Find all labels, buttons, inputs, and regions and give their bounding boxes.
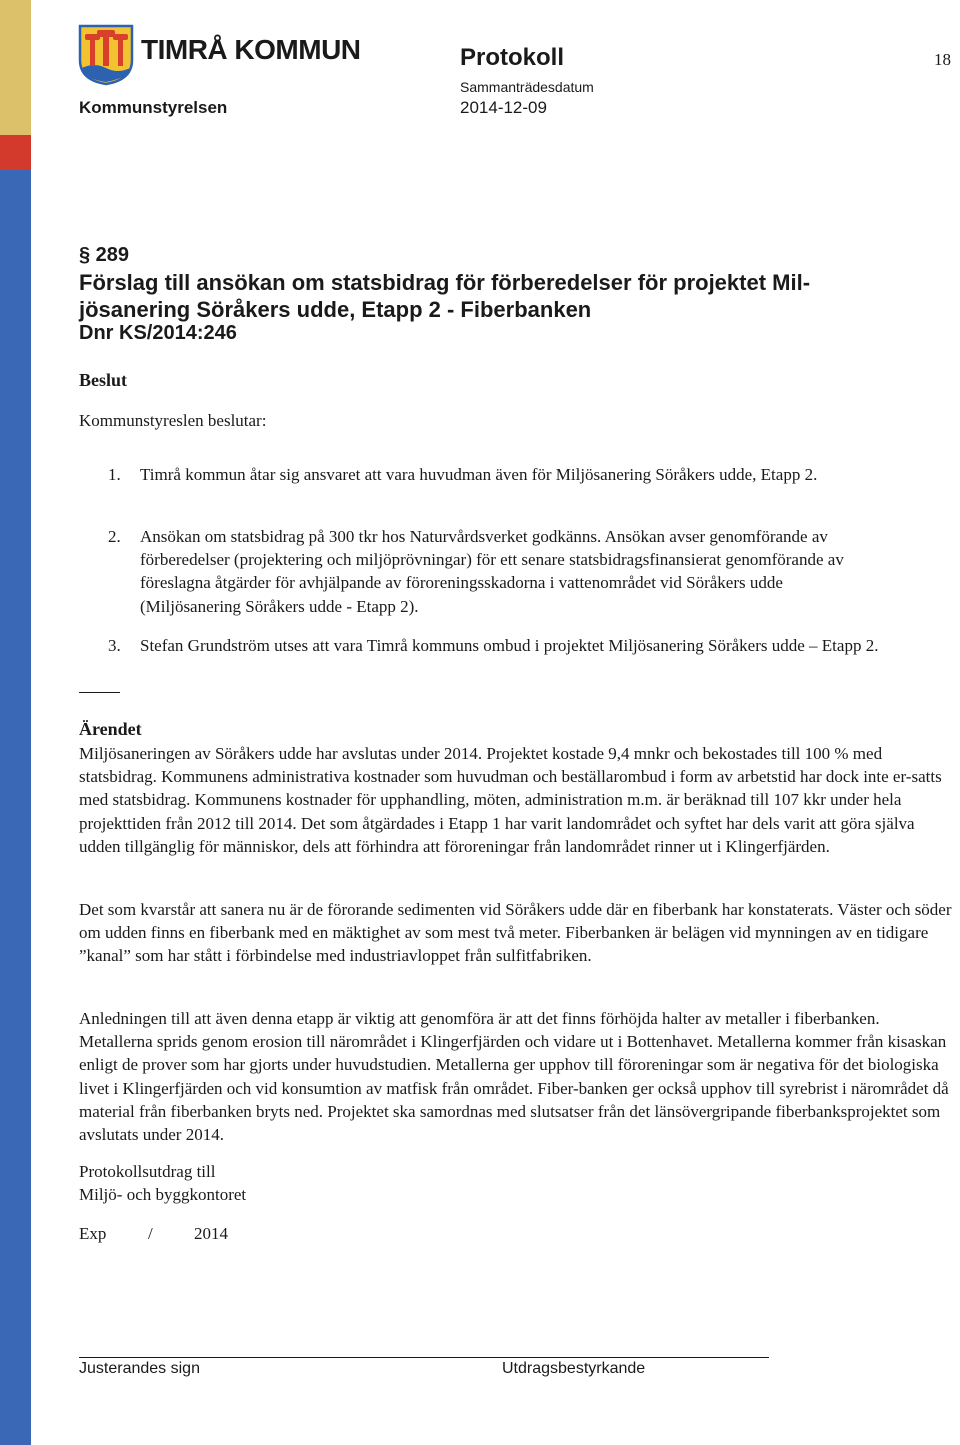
coat-of-arms-icon [78, 24, 134, 86]
decision-text: Timrå kommun åtar sig ansvaret att vara huvudman även för Miljösanering Söråkers udde, Etapp 2. [140, 465, 818, 484]
section-separator [79, 692, 120, 693]
expedition-slash: / [148, 1224, 153, 1243]
decision-intro: Kommunstyreslen beslutar: [79, 411, 267, 430]
item-title: Förslag till ansökan om statsbidrag för förberedelser för projektet Mil- jösanering Söråkers udde, Etapp 2 - Fiberbanken [79, 270, 811, 322]
expedition-label: Exp [79, 1224, 107, 1243]
decision-item [108, 463, 888, 486]
decision-text: Stefan Grundström utses att vara Timrå kommuns ombud i projektet Miljösanering Söråkers udde – Etapp 2. [140, 636, 879, 655]
decision-number: 1. [108, 465, 121, 484]
expedition-year: 2014 [194, 1224, 228, 1243]
page-number: 18 [934, 50, 951, 69]
body-paragraph: Anledningen till att även denna etapp är viktig att genomföra är att det finns förhöjda halter av metaller i fiberbanken. Metallerna sprids genom erosion till närområdet i Klingerfjärden och vidare ut i Bottenhavet. Metallerna kommer från kisaskan enligt de prover som har gjorts under huvudstudien. Metallerna ger upphov till föroreningar som är negativa för det biologiska livet i Klingerfjärden och vid konsumtion av matfisk från området. Fiber-banken ger också upphov till syrebrist i närområdet då material från fiberbanken bryts ned. Projektet ska samordnas med slutsatser från det länsövergripande fiberbanksprojektet som avslutats under 2014. [79, 1009, 949, 1145]
meeting-date: 2014-12-09 [460, 98, 547, 117]
decision-number: 2. [108, 527, 121, 546]
body-paragraph: Det som kvarstår att sanera nu är de förorande sedimenten vid Söråkers udde där en fiberbank har konstaterats. Väster och söder om udden finns en fiberbank med en mäktighet av som mest två meter. Fiberbanken är belägen vid mynningen av en tidigare ”kanal” som har stått i förbindelse med industriavloppet från sulfitfabriken. [79, 900, 952, 966]
decision-item [108, 634, 888, 657]
municipality-logo [78, 24, 361, 86]
meeting-date-label: Sammanträdesdatum [460, 79, 594, 95]
side-stripe-yellow [0, 0, 31, 135]
distribution-recipient: Miljö- och byggkontoret [79, 1185, 247, 1204]
decision-number: 3. [108, 636, 121, 655]
side-stripe-red [0, 135, 31, 170]
extract-certification-label: Utdragsbestyrkande [502, 1360, 646, 1377]
decision-text: Ansökan om statsbidrag på 300 tkr hos Naturvårdsverket godkänns. Ansökan avser genomförande av förberedelser (projektering och miljöprövningar) för ett senare statsbidragsfinansierat genomförande av föreslagna åtgärder för avhjälpande av föroreningsskadorna i vattenområdet vid Söråkers udde (Miljösanering Söråkers udde - Etapp 2). [140, 527, 844, 616]
paragraph-number: § 289 [79, 244, 130, 266]
document-type: Protokoll [460, 44, 565, 71]
body-paragraph: Miljösaneringen av Söråkers udde har avslutas under 2014. Projektet kostade 9,4 mnkr och bekostades till 100 % med statsbidrag. Kommunens administrativa kostnader som huvudman och beställarombud i form av arbetstid har dock inte er-satts med statsbidrag. Kommunens kostnader för upphandling, möten, administration m.m. är beräknad till 107 kkr under hela projekttiden från 2012 till 2014. Det som åtgärdades i Etapp 1 har varit landområdet och syftet har dels varit att göra själva udden tillgänglig för människor, dels att förhindra att föroreningar från landområdet rinner ut i Klingerfjärden. [79, 744, 942, 856]
section-heading-beslut: Beslut [79, 370, 128, 390]
side-stripe-blue [0, 170, 31, 1445]
organization-name: Kommunstyrelsen [79, 98, 228, 117]
signature-line [79, 1357, 769, 1358]
adjuster-signature-label: Justerandes sign [79, 1360, 200, 1377]
section-heading-arendet: Ärendet [79, 719, 142, 739]
logo-text: TIMRÅ KOMMUN [141, 34, 361, 65]
case-number: Dnr KS/2014:246 [79, 322, 237, 344]
decision-item [108, 525, 888, 618]
distribution-heading: Protokollsutdrag till [79, 1162, 216, 1181]
